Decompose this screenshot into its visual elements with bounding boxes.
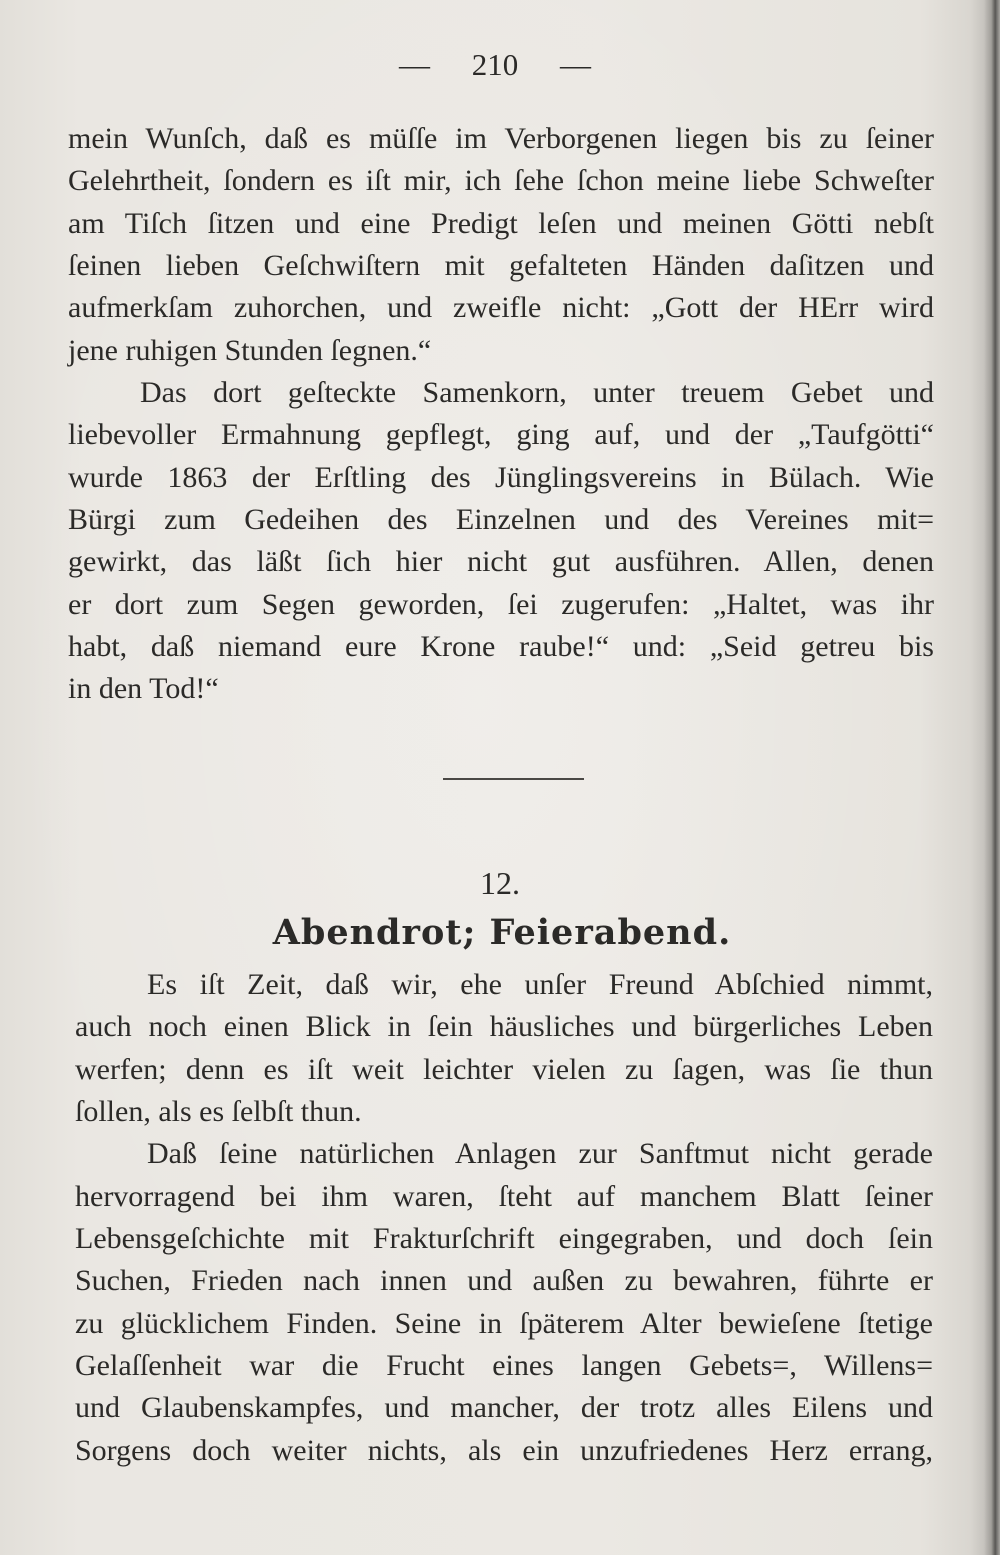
text-line: Das dort geſteckte Samenkorn, unter treuem Gebet und [140,376,934,410]
text-line: Gelehrtheit, ſondern es iſt mir, ich ſehe ſchon meine liebe Schweſter [68,164,934,198]
text-line: liebevoller Ermahnung gepflegt, ging auf, und der „Taufgötti“ [68,418,934,452]
text-line: und Glaubenskampfes, und mancher, der trotz alles Eilens und [75,1391,933,1425]
text-line: ſollen, als es ſelbſt thun. [75,1095,362,1129]
chapter-number: 12. [480,865,520,901]
text-line: Sorgens doch weiter nichts, als ein unzufriedenes Herz errang, [75,1433,933,1467]
text-line: aufmerkſam zuhorchen, und zweifle nicht: „Gott der HErr wird [68,291,934,325]
text-line: werfen; denn es iſt weit leichter vielen zu ſagen, was ſie thun [75,1052,933,1086]
text-line: Suchen, Frieden nach innen und außen zu bewahren, führte er [75,1264,933,1298]
text-line: ſeinen lieben Geſchwiſtern mit gefalteten Händen daſitzen und [68,249,934,283]
text-line: am Tiſch ſitzen und eine Predigt leſen und meinen Götti nebſt [68,206,934,240]
paragraph [68,118,934,372]
text-line: er dort zum Segen geworden, ſei zugerufen: „Haltet, was ihr [68,587,934,621]
text-line: Daß ſeine natürlichen Anlagen zur Sanftmut nicht gerade [147,1137,933,1171]
paragraph [75,1133,933,1472]
section-divider [443,778,584,780]
text-block-chapter [75,964,933,1472]
paragraph [68,372,934,711]
text-line: jene ruhigen Stunden ſegnen.“ [68,333,432,367]
text-line: wurde 1863 der Erſtling des Jünglingsvereins in Bülach. Wie [68,460,934,494]
paragraph [75,964,933,1133]
text-line: zu glücklichem Finden. Seine in ſpäterem Alter bewieſene ſtetige [75,1306,933,1340]
page-edge-shadow [984,0,1000,1555]
text-line: Gelaſſenheit war die Frucht eines langen Gebets=, Willens= [75,1349,933,1383]
text-line: Bürgi zum Gedeihen des Einzelnen und des Vereines mit= [68,503,934,537]
text-line: auch noch einen Blick in ſein häusliches und bürgerliches Leben [75,1010,933,1044]
text-line: Lebensgeſchichte mit Frakturſchrift eingegraben, und doch ſein [75,1222,933,1256]
page-number: — 210 — [399,47,591,82]
text-block-continuation [68,118,934,711]
text-line: gewirkt, das läßt ſich hier nicht gut ausführen. Allen, denen [68,545,934,579]
chapter-title: Abendrot; Feierabend. [272,912,732,953]
text-line: Es iſt Zeit, daß wir, ehe unſer Freund Abſchied nimmt, [147,968,933,1001]
text-line: mein Wunſch, daß es müſſe im Verborgenen liegen bis zu ſeiner [68,122,934,155]
text-line: hervorragend bei ihm waren, ſteht auf manchem Blatt ſeiner [75,1179,933,1213]
text-line: in den Tod!“ [68,672,219,706]
text-line: habt, daß niemand eure Krone raube!“ und: „Seid getreu bis [68,630,934,664]
